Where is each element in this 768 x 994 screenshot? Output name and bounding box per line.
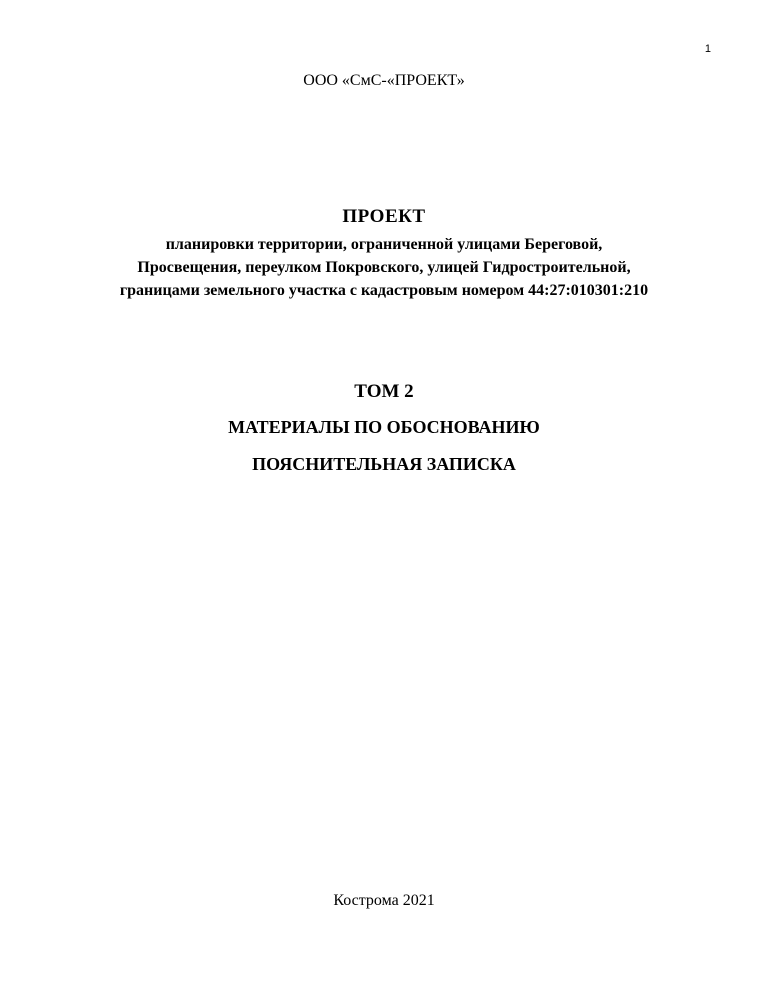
note-title: ПОЯСНИТЕЛЬНАЯ ЗАПИСКА [252,454,516,474]
document-title: ПРОЕКТ [342,206,426,227]
subtitle-line: Просвещения, переулком Покровского, улицей Гидростроительной, [137,259,631,276]
document-subtitle [0,233,768,302]
organization-name: ООО «СмС-«ПРОЕКТ» [303,72,465,89]
subtitle-line: границами земельного участка с кадастровым номером 44:27:010301:210 [119,282,649,299]
page-number: 1 [704,43,711,55]
volume-label: ТОМ 2 [354,381,414,402]
subtitle-line: планировки территории, ограниченной улицами Береговой, [165,236,603,253]
section-title: МАТЕРИАЛЫ ПО ОБОСНОВАНИЮ [228,417,540,437]
city-year: Кострома 2021 [333,892,435,909]
